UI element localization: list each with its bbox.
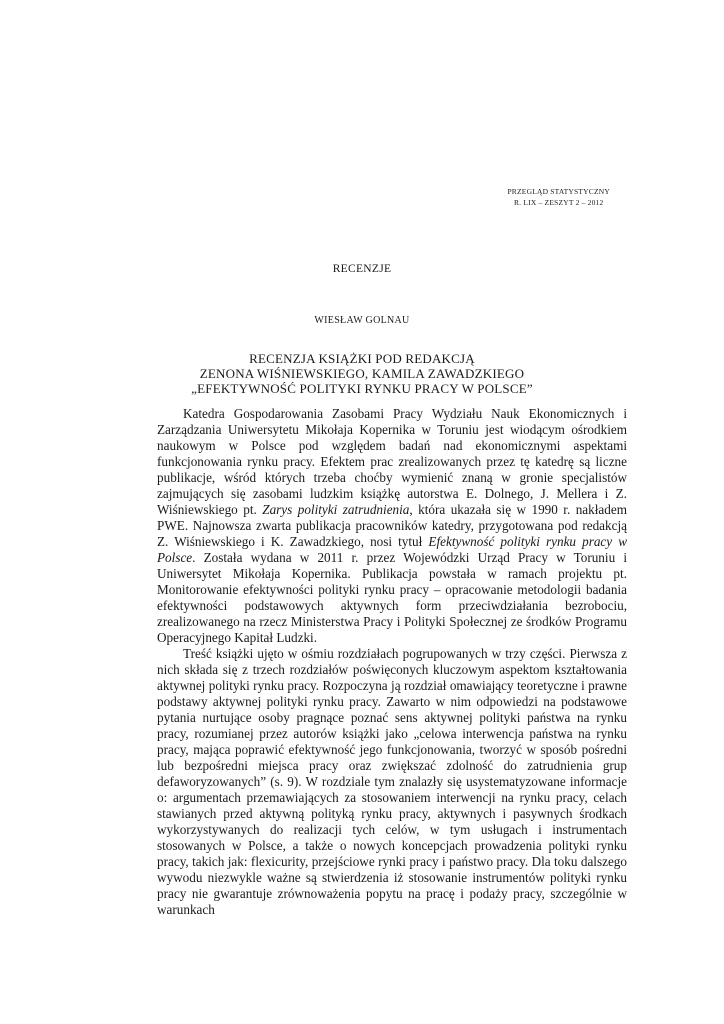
article-title	[0, 351, 724, 396]
title-line-2: ZENONA WIŚNIEWSKIEGO, KAMILA ZAWADZKIEGO	[199, 366, 525, 381]
section-title: RECENZJE	[332, 263, 392, 275]
paragraph-2: Treść książki ujęto w ośmiu rozdziałach pogrupowanych w trzy części. Pierwsza z nich składa się z trzech rozdziałów poświęconych kluczowym aspektom kształtowania aktywnej polityki rynku pracy. Rozpoczyna ją rozdział omawiający teoretyczne i prawne podstawy aktywnej polityki rynku pracy. Zawarto w nim odpowiedzi na podstawowe pytania nurtujące osoby pragnące poznać sens aktywnej polityki państwa na rynku pracy, rozumianej przez autorów książki jako „celowa interwencja państwa na rynku pracy, mająca poprawić efektywność jego funkcjonowania, tworzyć w sposób pośredni lub bezpośredni miejsca pracy oraz zwiększać zdolność do zatrudnienia grup defaworyzowanych” (s. 9). W rozdziale tym znalazły się usystematyzowane informacje o: argumentach przemawiających za stosowaniem interwencji na rynku pracy, celach stawianych przed aktywną polityką rynku pracy, aktywnych i pasywnych środkach wykorzystywanych do realizacji tych celów, w tym usługach i instrumentach stosowanych w Polsce, a także o nowych koncepcjach prowadzenia polityki rynku pracy, takich jak: flexicurity, przejściowe rynki pracy i państwo pracy. Dla toku dalszego wywodu niezwykle ważne są stwierdzenia iż stosowanie instrumentów polityki rynku pracy nie gwarantuje zrównoważenia popytu na pracę i podaży pracy, szczególnie w warunkach	[157, 646, 627, 917]
paragraph-1-text-a: Katedra Gospodarowania Zasobami Pracy Wydziału Nauk Ekonomicznych i Zarządzania Uniwersytetu Mikołaja Kopernika w Toruniu jest wiodącym ośrodkiem naukowym w Polsce pod względem badań nad ekonomicznymi aspektami funkcjonowania rynku pracy. Efektem prac zrealizowanych przez tę katedrę są liczne publikacje, wśród których trzeba choćby wymienić znaną w gronie specjalistów zajmujących się zasobami ludzkim książkę autorstwa E. Dolnego, J. Mellera i Z. Wiśniewskiego pt.	[157, 406, 627, 517]
journal-issue: R. LIX – ZESZYT 2 – 2012	[513, 198, 604, 207]
book-title-zarys: Zarys polityki zatrudnienia	[262, 502, 410, 517]
title-line-1: RECENZJA KSIĄŻKI POD REDAKCJĄ	[249, 351, 475, 366]
article-body	[157, 406, 627, 918]
journal-header	[507, 186, 610, 208]
journal-name: PRZEGLĄD STATYSTYCZNY	[507, 187, 610, 196]
title-line-3: „EFEKTYWNOŚĆ POLITYKI RYNKU PRACY W POLSCE”	[191, 381, 533, 396]
paragraph-1-text-c: . Została wydana w 2011 r. przez Wojewódzki Urząd Pracy w Toruniu i Uniwersytet Mikołaja Kopernika. Publikacja powstała w ramach projektu pt. Monitorowanie efektywności polityki rynku pracy – opracowanie metodologii badania efektywności podstawowych aktywnych form przeciwdziałania bezrobociu, zrealizowanego na rzecz Ministerstwa Pracy i Polityki Społecznej ze środków Programu Operacyjnego Kapitał Ludzki.	[157, 550, 627, 645]
book-title-efektywnosc: Efektywność polityki rynku pracy w Polsce	[157, 534, 627, 565]
paragraph-1-text-b: , która ukazała się w 1990 r. nakładem PWE. Najnowsza zwarta publikacja pracowników katedry, przygotowana pod redakcją Z. Wiśniewskiego i K. Zawadzkiego, nosi tytuł	[157, 502, 627, 549]
paragraph-1	[157, 406, 627, 646]
author-name: WIESŁAW GOLNAU	[314, 315, 410, 326]
